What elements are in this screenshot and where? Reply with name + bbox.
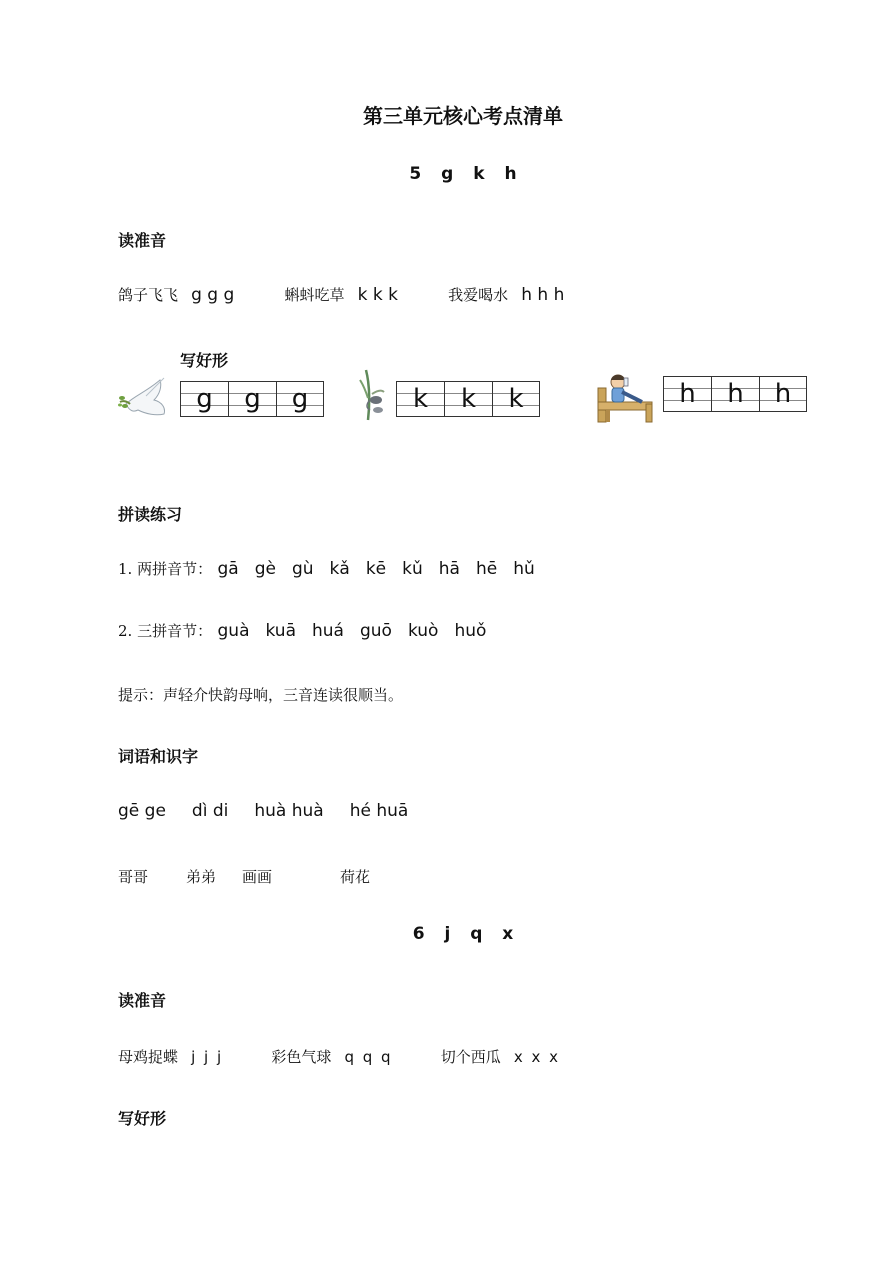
grid-cell: h — [663, 376, 711, 412]
syllable: gā — [217, 559, 239, 579]
grid-cell: k — [492, 381, 540, 417]
grid-cell: g — [228, 381, 276, 417]
syllable: kǔ — [402, 559, 423, 579]
dove-icon — [116, 374, 172, 422]
write-heading: 写好形 — [180, 351, 229, 370]
tadpole-icon — [356, 366, 388, 422]
syllable: hē — [475, 559, 498, 579]
syllable: gè — [254, 559, 276, 579]
word-hanzi: 荷花 — [340, 868, 371, 886]
read-letters: q q q — [344, 1048, 391, 1066]
read-letters: j j j — [191, 1048, 222, 1066]
syllable: guà — [217, 621, 250, 641]
read-letters: x x x — [513, 1048, 559, 1066]
word-pinyin: dì di — [191, 801, 229, 821]
read-hint: 切个西瓜 — [440, 1048, 501, 1066]
read-hint: 母鸡捉蝶 — [118, 1048, 179, 1066]
grid-cell: k — [396, 381, 444, 417]
read-hint: 蝌蚪吃草 — [284, 286, 345, 304]
word-pinyin: gē ge — [118, 801, 166, 821]
syllable: gù — [291, 559, 314, 579]
word-hanzi: 哥哥 — [118, 868, 149, 886]
three-syllable-line — [118, 620, 486, 641]
grid-cell: g — [276, 381, 324, 417]
word-hanzi: 画画 — [242, 868, 273, 886]
syllable: guō — [359, 621, 392, 641]
three-syllable-label: 2. 三拼音节： — [118, 622, 213, 640]
read-letters: k k k — [357, 285, 398, 305]
read-heading: 读准音 — [118, 231, 167, 250]
syllable: hā — [438, 559, 460, 579]
two-syllable-line — [118, 558, 535, 579]
read-hint: 鸽子飞飞 — [118, 286, 179, 304]
syllable: hǔ — [513, 559, 535, 579]
syllable: huá — [312, 621, 344, 641]
read-line — [118, 284, 564, 305]
tip-text: 提示：声轻介快韵母响，三音连读很顺当。 — [118, 686, 404, 704]
grid-cell: h — [759, 376, 807, 412]
boy-drinking-icon — [592, 368, 656, 424]
writing-grid-h — [663, 376, 807, 412]
read-hint: 彩色气球 — [271, 1048, 332, 1066]
syllable: huǒ — [454, 621, 487, 641]
read-letters: g g g — [191, 285, 235, 305]
word-pinyin: huà huà — [254, 801, 324, 821]
read-hint: 我爱喝水 — [448, 286, 509, 304]
syllable: kuò — [407, 621, 439, 641]
lesson-5-heading: 5 g k h — [409, 164, 517, 184]
read-line — [118, 1046, 558, 1067]
writing-grid-k — [396, 381, 540, 417]
grid-cell: k — [444, 381, 492, 417]
syllable: kē — [365, 559, 387, 579]
syllable: kuā — [265, 621, 296, 641]
read-heading: 读准音 — [118, 991, 167, 1010]
words-hanzi-line — [118, 866, 370, 887]
lesson-6-heading: 6 j q x — [412, 924, 514, 944]
words-pinyin-line — [118, 801, 408, 821]
grid-cell: h — [711, 376, 759, 412]
words-heading: 词语和识字 — [118, 747, 199, 766]
read-letters: h h h — [521, 285, 565, 305]
grid-cell: g — [180, 381, 228, 417]
two-syllable-label: 1. 两拼音节： — [118, 560, 213, 578]
word-pinyin: hé huā — [349, 801, 409, 821]
writing-grid-g — [180, 381, 324, 417]
page-title: 第三单元核心考点清单 — [363, 104, 563, 128]
practice-heading: 拼读练习 — [118, 505, 183, 524]
word-hanzi: 弟弟 — [186, 868, 217, 886]
write-heading: 写好形 — [118, 1109, 167, 1128]
syllable: kǎ — [329, 559, 350, 579]
